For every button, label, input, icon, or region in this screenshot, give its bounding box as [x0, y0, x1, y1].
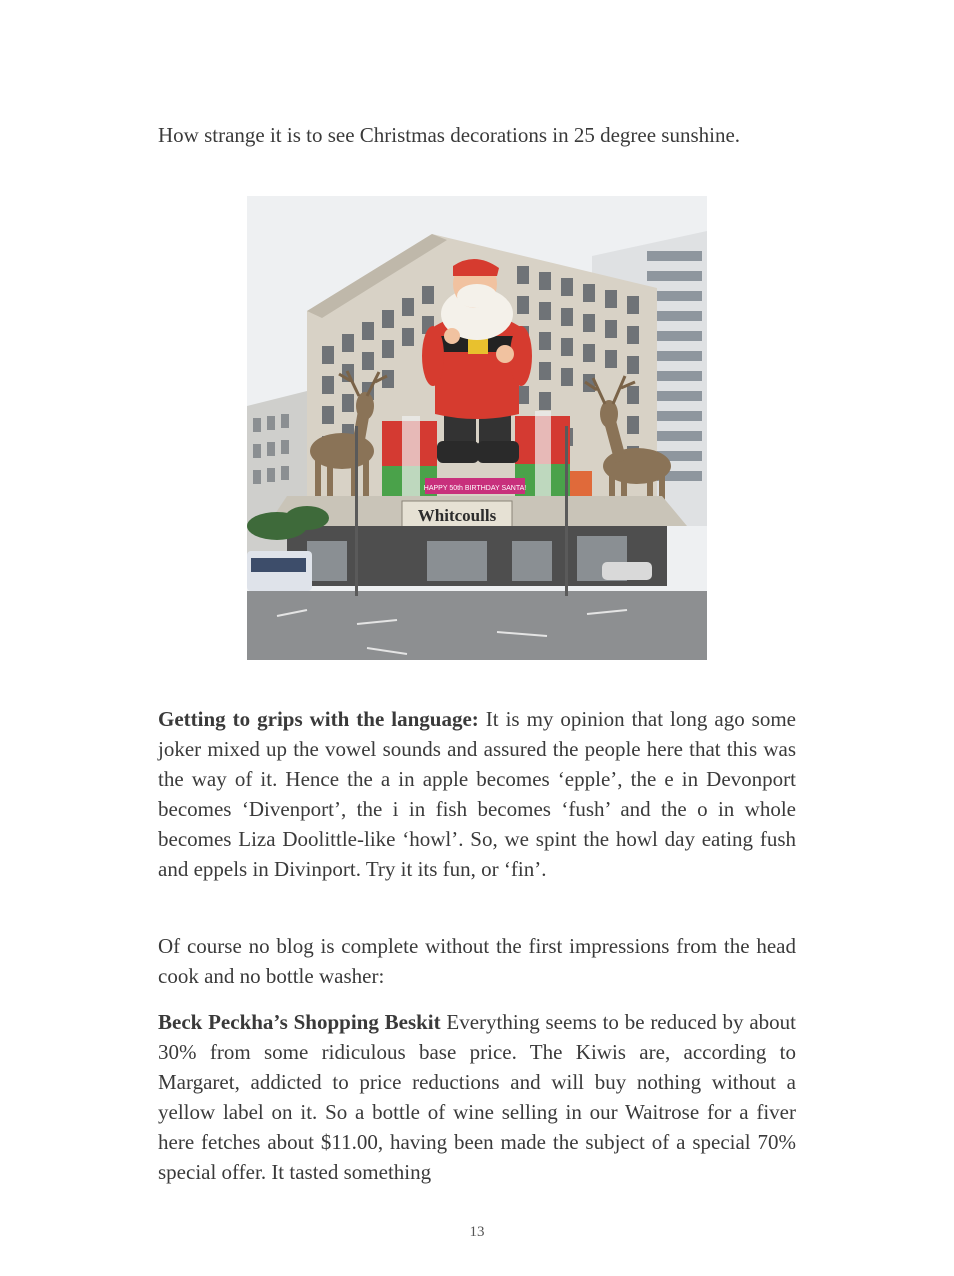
shopping-heading: Beck Peckha’s Shopping Beskit	[158, 1010, 441, 1034]
shopping-body: Everything seems to be reduced by about 30% from some ridiculous base price. The Kiwis are, according to Margaret, addicted to price reductions and will buy nothing without a yellow label on it. So a bottle of wine selling in our Waitrose for a fiver here fetches about $11.00, having been made the subject of a special 70% special offer. It tasted something	[158, 1010, 796, 1184]
language-body: It is my opinion that long ago some joker mixed up the vowel sounds and assured the people here that this was the way of it. Hence the a in apple becomes ‘epple’, the e in Devonport becomes ‘Divenport’, the i in fish becomes ‘fush’ and the o in whole becomes Liza Doolittle-like ‘howl’. So, we spint the howl day eating fush and eppels in Divinport. Try it its fun, or ‘fin’.	[158, 707, 797, 881]
bus	[247, 551, 312, 591]
page-number: 13	[469, 1224, 485, 1240]
language-paragraph	[158, 704, 796, 884]
car	[602, 562, 652, 580]
language-heading: Getting to grips with the language:	[158, 707, 479, 731]
store-sign-text: Whitcoulls	[417, 506, 497, 525]
santa-building-photo	[247, 196, 707, 660]
first-impressions-paragraph: Of course no blog is complete without the first impressions from the head cook and no bottle washer:	[158, 934, 796, 988]
birthday-banner-text: HAPPY 50th BIRTHDAY SANTA!	[423, 485, 527, 492]
intro-paragraph: How strange it is to see Christmas decorations in 25 degree sunshine.	[158, 123, 741, 147]
shopping-paragraph	[158, 1007, 796, 1187]
